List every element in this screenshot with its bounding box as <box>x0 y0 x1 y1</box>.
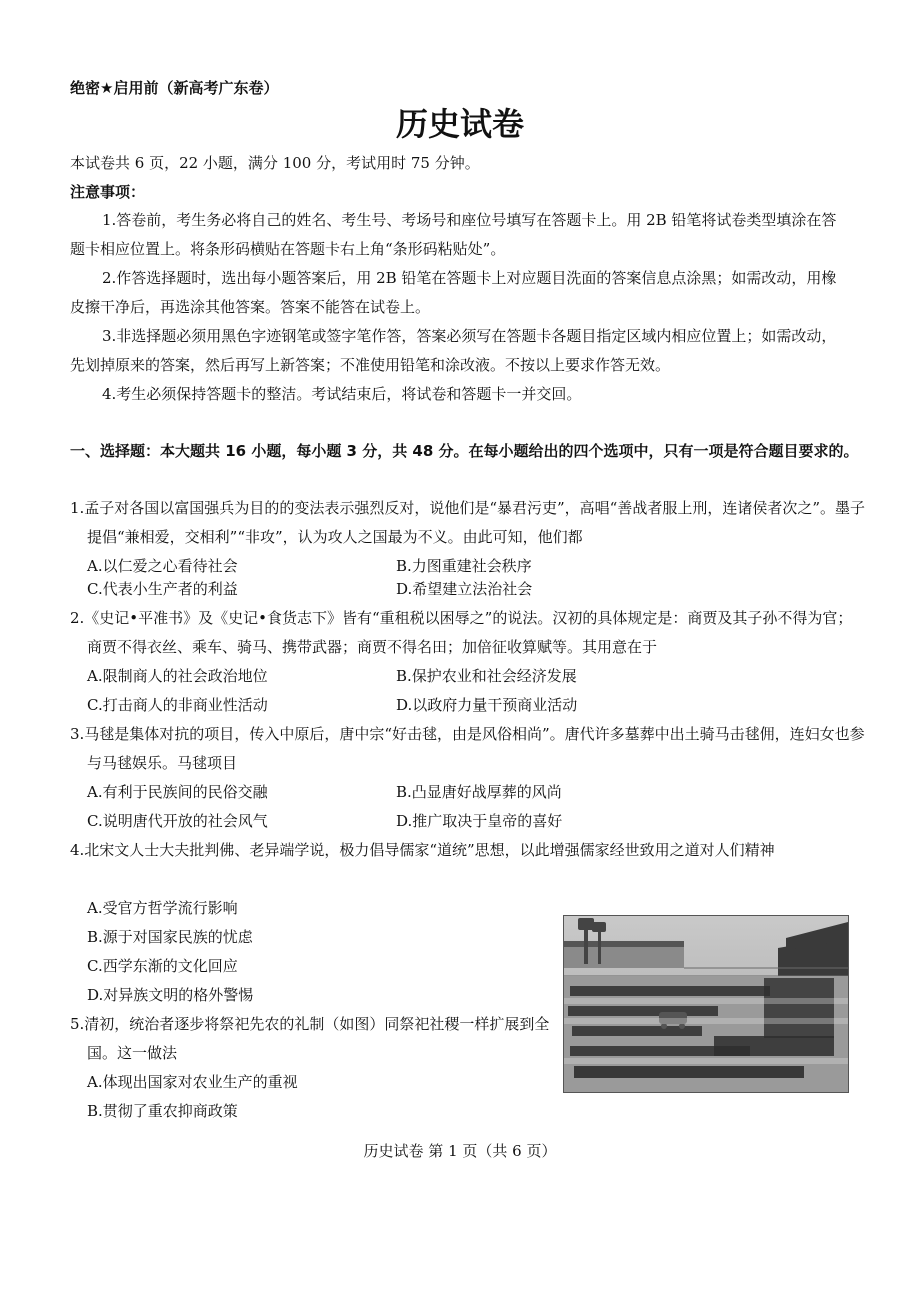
ceremony-illustration <box>563 915 849 1093</box>
question-option: B.源于对国家民族的忧虑 <box>87 928 253 946</box>
question-option: D.对异族文明的格外警惕 <box>87 986 254 1004</box>
notice-heading: 注意事项： <box>70 183 146 201</box>
section-heading: 一、选择题：本大题共 16 小题，每小题 3 分，共 48 分。在每小题给出的四个选项中，只有一项是符合题目要求的。 <box>70 442 859 460</box>
question-option: D.以政府力量干预商业活动 <box>396 696 578 714</box>
question-stem: 1.孟子对各国以富国强兵为目的的变法表示强烈反对，说他们是“暴君污吏”，高唱“善战者服上刑，连诸侯者次之”。墨子提倡“兼相爱，交相利”“非攻”，认为攻人之国最为不义。由此可知，他们都 <box>70 499 865 546</box>
exam-intro: 本试卷共 6 页，22 小题，满分 100 分，考试用时 75 分钟。 <box>70 154 480 172</box>
notice-item: 1.答卷前，考生务必将自己的姓名、考生号、考场号和座位号填写在答题卡上。用 2B 铅笔将试卷类型填涂在答题卡相应位置上。将条形码横贴在答题卡右上角“条形码粘贴处”。 <box>70 211 837 258</box>
exam-title: 历史试卷 <box>395 105 524 143</box>
question-option: A.受官方哲学流行影响 <box>87 899 238 917</box>
question-option: C.西学东渐的文化回应 <box>87 957 238 975</box>
question-option: A.体现出国家对农业生产的重视 <box>87 1073 298 1091</box>
confidential-header: 绝密★启用前（新高考广东卷） <box>70 79 279 97</box>
question-option: B.力图重建社会秩序 <box>396 557 532 575</box>
question-option: A.有利于民族间的民俗交融 <box>87 783 268 801</box>
question-option: B.贯彻了重农抑商政策 <box>87 1102 238 1120</box>
question-stem: 2.《史记•平准书》及《史记•食货志下》皆有“重租税以困辱之”的说法。汉初的具体规定是：商贾及其子孙不得为官；商贾不得衣丝、乘车、骑马、携带武器；商贾不得名田；加倍征收算赋等。其用意在于 <box>70 609 853 656</box>
question-stem: 3.马毬是集体对抗的项目，传入中原后，唐中宗“好击毬，由是风俗相尚”。唐代许多墓葬中出土骑马击毬佣，连妇女也参与马毬娱乐。马毬项目 <box>70 725 865 772</box>
question-option: B.保护农业和社会经济发展 <box>396 667 577 685</box>
question-option: C.说明唐代开放的社会风气 <box>87 812 268 830</box>
notice-item: 2.作答选择题时，选出每小题答案后，用 2B 铅笔在答题卡上对应题目洗面的答案信息点涂黑；如需改动，用橡皮擦干净后，再选涂其他答案。答案不能答在试卷上。 <box>70 269 837 316</box>
notice-item: 4.考生必须保持答题卡的整洁。考试结束后，将试卷和答题卡一并交回。 <box>102 385 582 403</box>
question-option: B.凸显唐好战厚葬的风尚 <box>396 783 562 801</box>
notice-item: 3.非选择题必须用黑色字迹钢笔或签字笔作答，答案必须写在答题卡各题目指定区域内相应位置上；如需改动，先划掉原来的答案，然后再写上新答案；不准使用铅笔和涂改液。不按以上要求作答无效。 <box>70 327 837 374</box>
question-option: D.希望建立法治社会 <box>396 580 533 598</box>
question-option: C.打击商人的非商业性活动 <box>87 696 268 714</box>
question-stem: 5.清初，统治者逐步将祭祀先农的礼制（如图）同祭祀社稷一样扩展到全国。这一做法 <box>70 1015 550 1062</box>
question-option: D.推广取决于皇帝的喜好 <box>396 812 563 830</box>
question-option: A.限制商人的社会政治地位 <box>87 667 268 685</box>
question-option: A.以仁爱之心看待社会 <box>87 557 238 575</box>
page-footer: 历史试卷 第 1 页（共 6 页） <box>363 1142 557 1160</box>
question-stem: 4.北宋文人士大夫批判佛、老异端学说，极力倡导儒家“道统”思想，以此增强儒家经世致用之道对人们精神 <box>70 841 775 859</box>
question-option: C.代表小生产者的利益 <box>87 580 238 598</box>
